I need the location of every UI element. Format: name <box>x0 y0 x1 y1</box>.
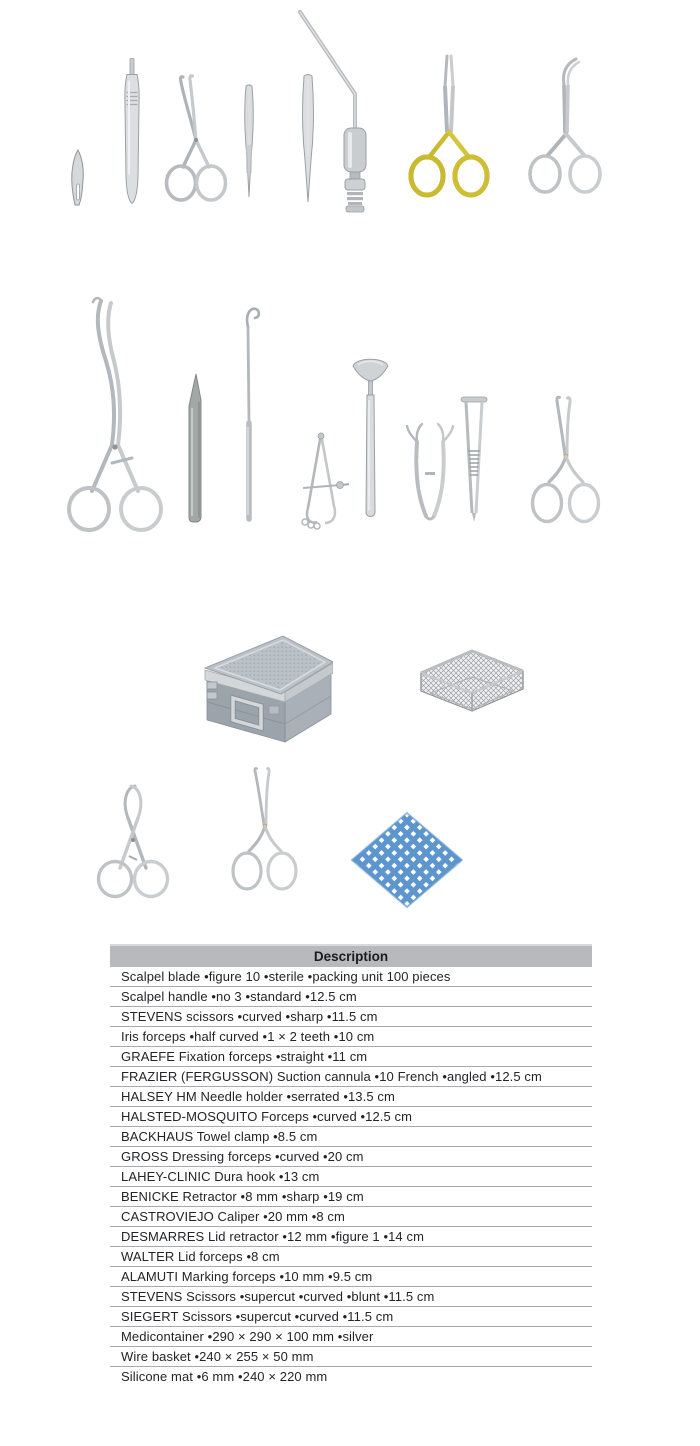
siegert-scissors-image <box>228 765 298 898</box>
description-table <box>110 944 592 1386</box>
table-row <box>110 1367 592 1387</box>
table-header-row <box>110 945 592 967</box>
table-row <box>110 1107 592 1127</box>
description-cell: BENICKE Retractor •8 mm •sharp •19 cm <box>110 1187 592 1207</box>
table-row <box>110 967 592 987</box>
description-table-body <box>110 967 592 1386</box>
table-row <box>110 1287 592 1307</box>
description-cell: BACKHAUS Towel clamp •8.5 cm <box>110 1127 592 1147</box>
description-cell: CASTROVIEJO Caliper •20 mm •8 cm <box>110 1207 592 1227</box>
description-cell: LAHEY-CLINIC Dura hook •13 cm <box>110 1167 592 1187</box>
description-cell: STEVENS Scissors •supercut •curved •blunt •11.5 cm <box>110 1287 592 1307</box>
table-row <box>110 1087 592 1107</box>
description-cell: Iris forceps •half curved •1 × 2 teeth •10 cm <box>110 1027 592 1047</box>
description-cell: GRAEFE Fixation forceps •straight •11 cm <box>110 1047 592 1067</box>
table-header-description: Description <box>110 945 592 967</box>
iris-forceps-image <box>238 83 260 203</box>
medicontainer-image <box>185 622 333 744</box>
description-cell: FRAZIER (FERGUSSON) Suction cannula •10 French •angled •12.5 cm <box>110 1067 592 1087</box>
table-row <box>110 1247 592 1267</box>
description-cell: HALSTED-MOSQUITO Forceps •curved •12.5 cm <box>110 1107 592 1127</box>
scalpel-handle-image <box>120 56 144 207</box>
benicke-retractor-image <box>183 372 207 527</box>
table-row <box>110 1187 592 1207</box>
table-row <box>110 1347 592 1367</box>
table-row <box>110 1007 592 1027</box>
description-cell: Scalpel blade •figure 10 •sterile •packing unit 100 pieces <box>110 967 592 987</box>
table-row <box>110 1127 592 1147</box>
table-row <box>110 1067 592 1087</box>
frazier-suction-cannula-image <box>293 8 381 213</box>
scalpel-blade-image <box>66 148 88 208</box>
description-cell: DESMARRES Lid retractor •12 mm •figure 1 •14 cm <box>110 1227 592 1247</box>
table-row <box>110 1227 592 1247</box>
description-cell: Silicone mat •6 mm •240 × 220 mm <box>121 1369 328 1384</box>
description-cell: ALAMUTI Marking forceps •10 mm •9.5 cm <box>110 1267 592 1287</box>
halsted-mosquito-forceps-image <box>523 55 605 207</box>
silicone-mat-image <box>348 810 466 910</box>
table-row <box>110 1027 592 1047</box>
table-row <box>110 1307 592 1327</box>
walter-lid-forceps-image <box>400 420 460 525</box>
gross-dressing-forceps-image <box>62 295 167 533</box>
stevens-supercut-scissors-image <box>526 393 604 533</box>
table-row <box>110 1147 592 1167</box>
description-cell: SIEGERT Scissors •supercut •curved •11.5 cm <box>110 1307 592 1327</box>
desmarres-lid-retractor-image <box>348 352 393 527</box>
wire-basket-image <box>416 643 528 741</box>
table-row <box>110 1047 592 1067</box>
description-cell: STEVENS scissors •curved •sharp •11.5 cm <box>110 1007 592 1027</box>
alamuti-marking-forceps-image <box>458 395 490 525</box>
table-row <box>110 1327 592 1347</box>
table-row <box>110 1207 592 1227</box>
description-cell: Wire basket •240 × 255 × 50 mm <box>110 1347 592 1367</box>
table-row <box>110 1267 592 1287</box>
description-cell: Medicontainer •290 × 290 × 100 mm •silver <box>110 1327 592 1347</box>
stevens-scissors-image <box>160 72 232 207</box>
castroviejo-caliper-image <box>293 428 351 530</box>
description-cell: WALTER Lid forceps •8 cm <box>110 1247 592 1267</box>
table-row <box>110 1167 592 1187</box>
halsey-needle-holder-image <box>403 52 495 207</box>
description-cell: Scalpel handle •no 3 •standard •12.5 cm <box>110 987 592 1007</box>
backhaus-towel-clamp-image <box>88 782 178 900</box>
description-cell: HALSEY HM Needle holder •serrated •13.5 cm <box>110 1087 592 1107</box>
table-row <box>110 987 592 1007</box>
lahey-clinic-dura-hook-image <box>233 303 265 528</box>
description-cell: GROSS Dressing forceps •curved •20 cm <box>110 1147 592 1167</box>
